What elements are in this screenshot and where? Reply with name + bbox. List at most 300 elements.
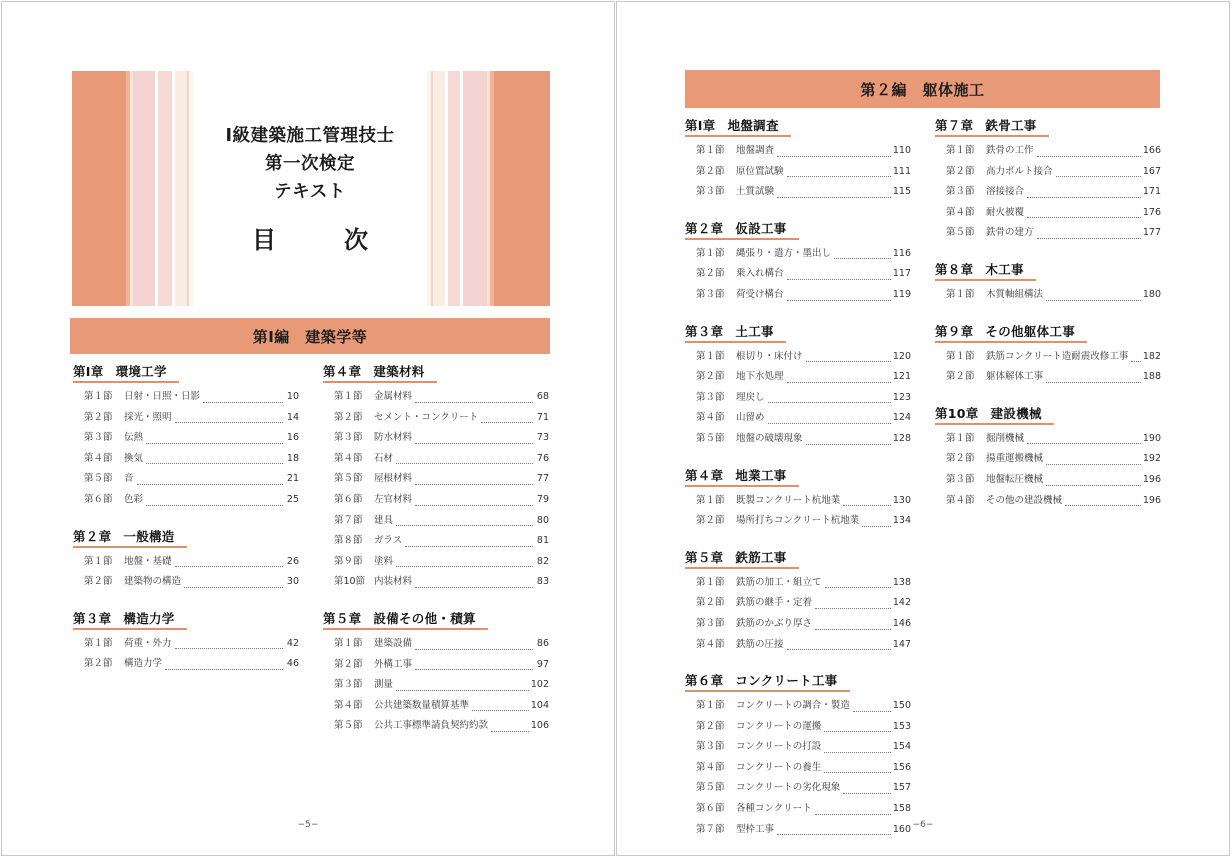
section-number: 第１節 (334, 391, 363, 402)
section-entry (935, 367, 1161, 388)
right-page (616, 1, 1230, 856)
section-title: コンクリートの養生 (736, 761, 822, 773)
section-page: 192 (1142, 453, 1161, 465)
section-entry (685, 182, 911, 203)
section-page: 26 (286, 555, 299, 567)
section-title: その他の建設機械 (986, 494, 1063, 506)
right-toc-column-2 (935, 115, 1161, 526)
section-title: コンクリートの打設 (736, 741, 822, 753)
dot-leader (825, 586, 891, 588)
dot-leader (396, 689, 529, 691)
dot-leader (777, 196, 891, 198)
dot-leader (415, 648, 533, 650)
chapter-heading (935, 116, 1049, 137)
chapter-title: 一般構造 (123, 528, 175, 544)
chapter-block (935, 259, 1161, 306)
section-title: 鉄筋の加工・組立て (736, 576, 822, 588)
section-number: 第７節 (696, 823, 725, 835)
section-title: 根切り・床付け (736, 350, 803, 362)
section-title: コンクリートの劣化現象 (736, 782, 841, 794)
section-entry (73, 449, 299, 470)
section-entry (685, 758, 911, 779)
chapter-block (935, 321, 1161, 388)
dot-leader (806, 443, 891, 445)
dot-leader (1056, 175, 1141, 177)
chapter-heading (73, 609, 187, 630)
section-page: 121 (892, 371, 911, 383)
section-number: 第３節 (334, 679, 363, 691)
dot-leader (415, 401, 533, 403)
chapter-number: 第５章 (685, 549, 724, 565)
section-number: 第６節 (84, 493, 113, 505)
section-entry (935, 162, 1161, 183)
chapter-block (73, 608, 299, 675)
chapter-heading (685, 466, 799, 487)
section-page: 102 (530, 679, 549, 691)
section-title: 原位置試験 (736, 165, 784, 177)
section-page: 21 (286, 473, 299, 485)
section-entry (73, 572, 299, 593)
chapter-heading (685, 322, 786, 343)
section-entry (323, 408, 549, 429)
chapter-block (323, 361, 549, 593)
chapter-block (685, 670, 911, 840)
section-entry (73, 490, 299, 511)
section-title: 石材 (374, 452, 394, 464)
chapter-heading (685, 671, 850, 692)
section-title: 採光・照明 (124, 411, 172, 423)
section-title: 建築物の構造 (124, 576, 182, 588)
section-number: 第５節 (946, 227, 975, 239)
chapter-heading (935, 260, 1036, 281)
page-number: −6− (912, 820, 934, 830)
section-page: 16 (286, 432, 299, 444)
section-number: 第１節 (946, 432, 975, 444)
chapter-title: その他躯体工事 (985, 323, 1076, 339)
dot-leader (146, 504, 283, 506)
chapter-block (685, 465, 911, 532)
section-number: 第２節 (696, 165, 725, 177)
section-page: 18 (286, 452, 299, 464)
section-entry (685, 614, 911, 635)
section-number: 第５節 (696, 782, 725, 794)
dot-leader (396, 524, 533, 526)
chapter-title: 地業工事 (735, 467, 787, 483)
section-title: 建築設備 (374, 637, 413, 649)
left-page (1, 1, 615, 856)
section-title: 縄張り・遣方・墨出し (736, 247, 832, 259)
section-title: 埋戻し (736, 391, 765, 403)
section-page: 177 (1142, 227, 1161, 239)
section-page: 123 (892, 391, 911, 403)
banner-title-line-1: Ⅰ級建築施工管理技士 (225, 126, 395, 146)
section-title: 地下水処理 (736, 371, 784, 383)
section-title: コンクリートの調合・製造 (736, 700, 850, 712)
chapter-number: 第６章 (685, 673, 724, 689)
dot-leader (787, 278, 891, 280)
section-number: 第５節 (84, 473, 113, 485)
section-entry (73, 408, 299, 429)
chapter-block (73, 526, 299, 593)
section-page: 83 (536, 576, 549, 588)
left-toc-column-2 (323, 361, 549, 752)
chapter-number: 第４章 (323, 364, 362, 379)
section-entry (685, 264, 911, 285)
section-entry (323, 469, 549, 490)
section-title: 日射・日照・日影 (124, 391, 201, 402)
section-page: 25 (286, 493, 299, 505)
section-number: 第３節 (696, 741, 725, 753)
section-title: 建具 (374, 514, 394, 526)
chapter-block (685, 547, 911, 655)
section-page: 147 (892, 638, 911, 650)
section-entry (935, 141, 1161, 162)
section-entry (935, 223, 1161, 244)
section-number: 第２節 (84, 576, 113, 588)
section-title: 鉄筋の継手・定着 (736, 597, 813, 609)
chapter-heading (935, 322, 1087, 343)
section-number: 第７節 (334, 514, 363, 526)
section-title: 伝熱 (124, 432, 144, 444)
section-page: 156 (892, 761, 911, 773)
section-page: 146 (892, 617, 911, 629)
section-entry (73, 654, 299, 675)
section-entry (685, 162, 911, 183)
section-title: 既製コンクリート杭地業 (736, 494, 841, 506)
chapter-number: 第８章 (935, 261, 974, 277)
section-title: 内装材料 (374, 576, 413, 588)
part-1-heading: 第Ⅰ編 建築学等 (70, 318, 550, 354)
dot-leader (815, 607, 891, 609)
section-entry (685, 429, 911, 450)
chapter-heading (685, 548, 799, 569)
section-entry (73, 552, 299, 573)
section-page: 142 (892, 597, 911, 609)
chapter-heading (685, 116, 791, 137)
section-entry (685, 635, 911, 656)
section-page: 188 (1142, 371, 1161, 383)
dot-leader (777, 833, 891, 835)
dot-leader (146, 462, 283, 464)
section-title: 防水材料 (374, 432, 413, 444)
section-title: 換気 (124, 452, 144, 464)
dot-leader (815, 628, 891, 630)
section-page: 196 (1142, 473, 1161, 485)
section-title: 荷重・外力 (124, 637, 172, 649)
section-number: 第２節 (946, 453, 975, 465)
chapter-block (685, 218, 911, 306)
section-number: 第１節 (84, 637, 113, 649)
dot-leader (1027, 216, 1141, 218)
dot-leader (806, 360, 891, 362)
section-page: 30 (286, 576, 299, 588)
section-entry (685, 244, 911, 265)
section-title: 鉄骨の建方 (986, 227, 1034, 239)
section-number: 第３節 (946, 473, 975, 485)
section-page: 111 (892, 165, 911, 177)
banner-title-line-3: テキスト (274, 182, 346, 202)
section-number: 第１節 (696, 700, 725, 712)
dot-leader (491, 730, 529, 732)
section-number: 第２節 (84, 411, 113, 423)
section-number: 第１節 (946, 145, 975, 156)
section-entry (935, 347, 1161, 368)
section-page: 81 (536, 535, 549, 547)
dot-leader (415, 483, 533, 485)
dot-leader (768, 401, 891, 403)
section-entry (73, 428, 299, 449)
chapter-number: 第10章 (935, 405, 979, 421)
section-entry (685, 511, 911, 532)
section-page: 104 (530, 699, 549, 711)
dot-leader (184, 586, 283, 588)
section-title: 木質軸組構法 (986, 288, 1044, 300)
chapter-number: 第Ⅰ章 (685, 118, 716, 133)
chapter-number: 第２章 (685, 220, 724, 236)
section-number: 第１節 (696, 145, 725, 156)
section-page: 86 (536, 637, 549, 649)
section-page: 14 (286, 411, 299, 423)
section-number: 第４節 (696, 761, 725, 773)
section-entry (935, 470, 1161, 491)
section-page: 110 (892, 145, 911, 156)
section-title: 公共工事標準請負契約約款 (374, 720, 489, 732)
dot-leader (175, 565, 283, 567)
section-number: 第１節 (334, 637, 363, 649)
section-title: 鉄筋の圧接 (736, 638, 784, 650)
dot-leader (1065, 504, 1141, 506)
section-entry (935, 203, 1161, 224)
section-page: 154 (892, 741, 911, 753)
chapter-heading (73, 362, 179, 383)
dot-leader (1046, 463, 1141, 465)
section-entry (685, 799, 911, 820)
section-page: 190 (1142, 432, 1161, 444)
section-number: 第５節 (334, 720, 363, 732)
dot-leader (415, 668, 533, 670)
section-entry (685, 696, 911, 717)
chapter-number: 第５章 (323, 610, 362, 626)
dot-leader (1046, 484, 1141, 486)
chapter-title: 建設機械 (990, 405, 1042, 421)
dot-leader (815, 813, 891, 815)
section-page: 128 (892, 432, 911, 444)
title-banner (72, 71, 550, 306)
section-entry (685, 717, 911, 738)
section-page: 71 (536, 411, 549, 423)
dot-leader (853, 710, 891, 712)
section-number: 第４節 (946, 206, 975, 218)
section-entry (323, 655, 549, 676)
section-number: 第３節 (696, 617, 725, 629)
section-page: 116 (892, 247, 911, 259)
chapter-heading (323, 609, 488, 630)
section-number: 第１節 (946, 350, 975, 362)
dot-leader (415, 586, 533, 588)
dot-leader (481, 421, 533, 423)
part-2-heading: 第２編 躯体施工 (685, 70, 1160, 108)
section-page: 160 (892, 823, 911, 835)
dot-leader (1046, 381, 1141, 383)
section-page: 124 (892, 412, 911, 424)
section-number: 第２節 (696, 597, 725, 609)
chapter-number: 第Ⅰ章 (73, 364, 104, 379)
dot-leader (146, 442, 283, 444)
section-title: コンクリートの運搬 (736, 720, 822, 732)
dot-leader (405, 545, 533, 547)
section-number: 第９節 (334, 555, 363, 567)
section-entry (685, 367, 911, 388)
chapter-block (73, 361, 299, 511)
section-title: 左官材料 (374, 493, 413, 505)
section-page: 176 (1142, 206, 1161, 218)
section-entry (935, 285, 1161, 306)
chapter-block (685, 321, 911, 450)
section-number: 第２節 (334, 411, 363, 423)
dot-leader (824, 751, 891, 753)
section-entry (685, 388, 911, 409)
section-title: 金属材料 (374, 391, 413, 402)
dot-leader (165, 668, 283, 670)
chapter-block (685, 115, 911, 203)
dot-leader (768, 422, 891, 424)
section-number: 第１節 (84, 555, 113, 567)
dot-leader (396, 565, 533, 567)
dot-leader (834, 257, 891, 259)
section-number: 第６節 (334, 493, 363, 505)
chapter-number: 第９章 (935, 323, 974, 339)
chapter-title: コンクリート工事 (735, 673, 838, 689)
section-entry (323, 675, 549, 696)
section-title: 地盤の破壊現象 (736, 432, 803, 444)
section-entry (685, 141, 911, 162)
section-title: 地盤転圧機械 (986, 473, 1044, 485)
section-entry (323, 531, 549, 552)
chapter-block (935, 403, 1161, 511)
chapter-title: 構造力学 (123, 610, 175, 626)
section-number: 第２節 (946, 371, 975, 383)
section-page: 182 (1142, 350, 1161, 362)
section-entry (323, 490, 549, 511)
section-number: 第４節 (696, 412, 725, 424)
section-page: 77 (536, 473, 549, 485)
section-title: 地盤調査 (736, 145, 775, 156)
section-entry (685, 408, 911, 429)
chapter-title: 地盤調査 (727, 118, 779, 133)
section-number: 第１節 (696, 350, 725, 362)
section-page: 10 (286, 391, 299, 402)
section-title: ガラス (374, 535, 403, 547)
section-number: 第５節 (334, 473, 363, 485)
banner-title-line-2: 第一次検定 (265, 154, 355, 174)
section-number: 第３節 (696, 288, 725, 300)
section-page: 120 (892, 350, 911, 362)
dot-leader (1027, 442, 1141, 444)
chapter-block (935, 115, 1161, 244)
section-page: 42 (286, 637, 299, 649)
page-number: −5− (297, 820, 319, 830)
section-number: 第６節 (696, 803, 725, 815)
section-page: 134 (892, 515, 911, 527)
section-number: 第２節 (946, 165, 975, 177)
section-number: 第１節 (696, 576, 725, 588)
section-number: 第１節 (946, 288, 975, 300)
dot-leader (203, 401, 283, 403)
section-page: 82 (536, 555, 549, 567)
section-number: 第２節 (84, 658, 113, 670)
dot-leader (396, 462, 533, 464)
dot-leader (862, 525, 891, 527)
dot-leader (824, 730, 891, 732)
section-title: 音 (124, 473, 134, 485)
section-number: 第２節 (696, 268, 725, 280)
section-entry (323, 449, 549, 470)
section-title: 高力ボルト接合 (986, 165, 1053, 177)
section-entry (685, 593, 911, 614)
section-page: 167 (1142, 165, 1161, 177)
section-number: 第４節 (334, 452, 363, 464)
dot-leader (1027, 196, 1141, 198)
section-title: 屋根材料 (374, 473, 413, 485)
right-toc-column-1 (685, 115, 911, 855)
chapter-title: 建築材料 (373, 364, 425, 379)
section-page: 79 (536, 493, 549, 505)
section-number: 第４節 (696, 638, 725, 650)
chapter-number: 第３章 (685, 323, 724, 339)
chapter-number: 第３章 (73, 610, 112, 626)
section-page: 166 (1142, 145, 1161, 156)
dot-leader (843, 504, 891, 506)
section-page: 153 (892, 720, 911, 732)
chapter-heading (935, 404, 1054, 425)
section-entry (323, 572, 549, 593)
section-title: 躯体解体工事 (986, 371, 1044, 383)
section-entry (935, 429, 1161, 450)
chapter-title: 設備その他・積算 (373, 610, 476, 626)
section-number: 第４節 (84, 452, 113, 464)
section-page: 97 (536, 658, 549, 670)
section-page: 158 (892, 803, 911, 815)
chapter-title: 鉄筋工事 (735, 549, 787, 565)
chapter-heading (685, 219, 799, 240)
section-number: 第４節 (946, 494, 975, 506)
section-page: 115 (892, 186, 911, 198)
section-page: 46 (286, 658, 299, 670)
section-entry (685, 285, 911, 306)
section-page: 196 (1142, 494, 1161, 506)
dot-leader (787, 648, 891, 650)
chapter-title: 鉄骨工事 (985, 118, 1037, 133)
section-entry (685, 347, 911, 368)
section-page: 68 (536, 391, 549, 402)
section-number: 第３節 (946, 186, 975, 198)
section-number: 第10節 (334, 576, 366, 588)
section-number: 第３節 (334, 432, 363, 444)
section-page: 130 (892, 494, 911, 506)
section-number: 第２節 (696, 515, 725, 527)
section-entry (685, 491, 911, 512)
dot-leader (787, 175, 891, 177)
chapter-number: 第７章 (935, 118, 974, 133)
dot-leader (824, 771, 891, 773)
section-title: 掘削機械 (986, 432, 1025, 444)
section-page: 157 (892, 782, 911, 794)
section-entry (323, 716, 549, 737)
section-title: 型枠工事 (736, 823, 775, 835)
section-title: 山留め (736, 412, 765, 424)
chapter-heading (323, 362, 437, 383)
chapter-title: 木工事 (985, 261, 1024, 277)
